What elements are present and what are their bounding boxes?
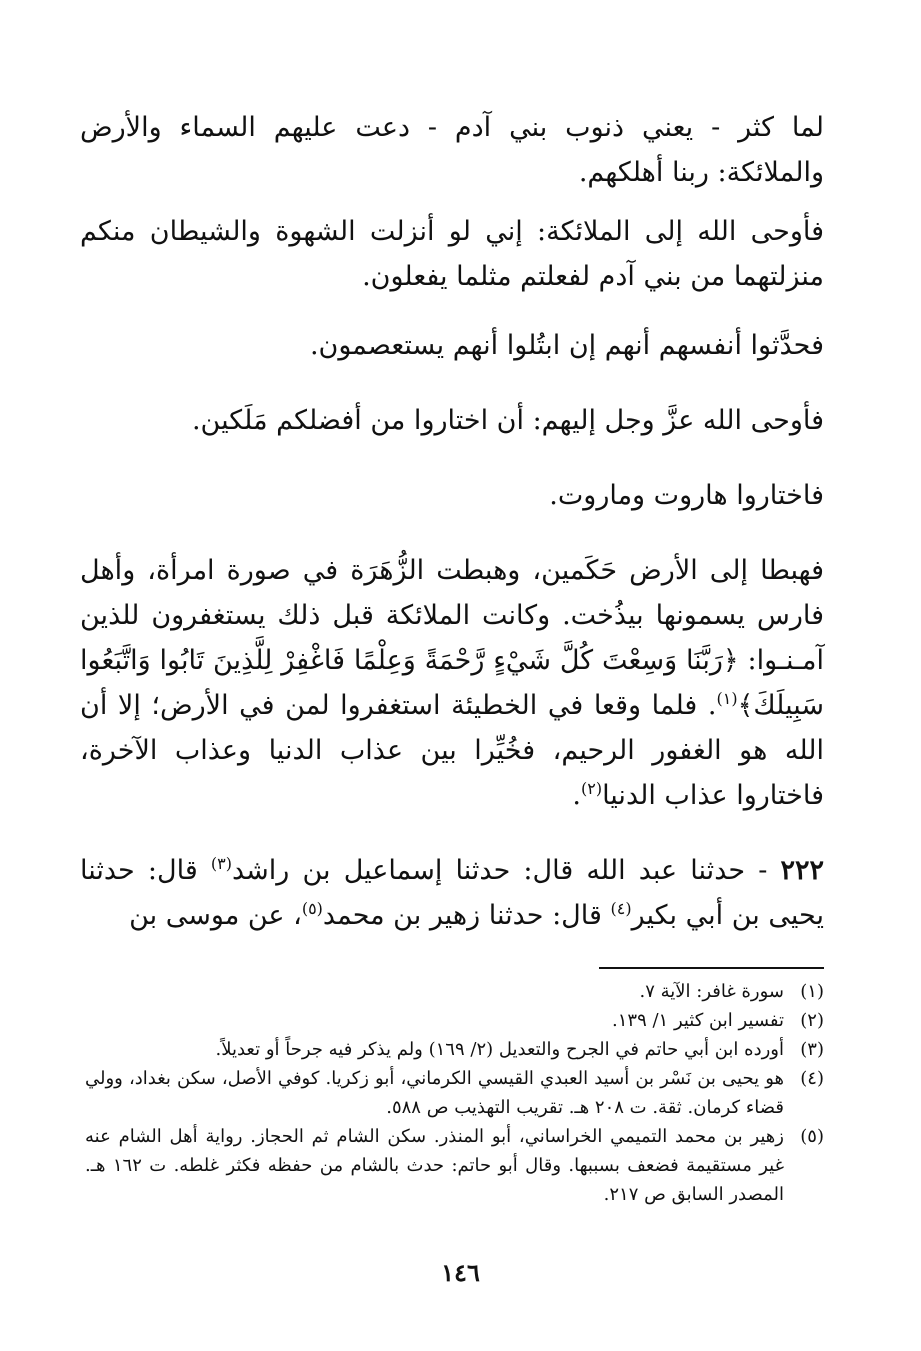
paragraph-4: فأوحى الله عزَّ وجل إليهم: أن اختاروا من أفضلكم مَلَكين. bbox=[191, 405, 824, 436]
footnote-item bbox=[85, 977, 824, 1006]
paragraph-6 bbox=[80, 548, 824, 818]
footnote-item bbox=[85, 1006, 824, 1035]
footnotes bbox=[85, 977, 824, 1209]
paragraph-7-text-d: ، عن موسى بن bbox=[129, 900, 302, 931]
footnote-text: تفسير ابن كثير ١/ ١٣٩. bbox=[612, 1010, 784, 1031]
footnote-number: (١) bbox=[800, 981, 824, 1002]
footnote-divider bbox=[599, 967, 824, 969]
paragraph-3: فحدَّثوا أنفسهم أنهم إن ابتُلوا أنهم يستعصمون. bbox=[309, 330, 824, 361]
footnote-ref-4: (٤) bbox=[610, 899, 632, 918]
footnote-number: (٥) bbox=[800, 1126, 824, 1147]
footnote-ref-5: (٥) bbox=[301, 899, 323, 918]
footnote-number: (٣) bbox=[800, 1039, 824, 1060]
paragraph-7-text-c: قال: حدثنا زهير بن محمد bbox=[322, 900, 611, 931]
footnote-text: زهير بن محمد التميمي الخراساني، أبو المنذر. سكن الشام ثم الحجاز. رواية أهل الشام عنه غير مستقيمة فضعف بسببها. وقال أبو حاتم: حدث بالشام من حفظه فكثر غلطه. ت ١٦٢ هـ. المصدر السابق ص ٢١٧. bbox=[85, 1126, 784, 1205]
paragraph-1: لما كثر - يعني ذنوب بني آدم - دعت عليهم السماء والأرض والملائكة: ربنا أهلكهم. bbox=[80, 112, 824, 188]
footnote-ref-1: (١) bbox=[716, 689, 738, 708]
page-number: ١٤٦ bbox=[441, 1258, 480, 1287]
paragraph-7 bbox=[80, 848, 824, 938]
footnote-item bbox=[85, 1064, 824, 1122]
hadith-number: ٢٢٢ bbox=[780, 855, 824, 886]
footnote-number: (٢) bbox=[800, 1010, 824, 1031]
paragraph-7-text-b: قال: حدثنا يحيى بن أبي بكير bbox=[80, 855, 824, 931]
quran-verse: ﴿رَبَّنَا وَسِعْتَ كُلَّ شَيْءٍ رَّحْمَةً وَعِلْمًا فَاغْفِرْ لِلَّذِينَ تَابُوا وَاتَّبَعُوا سَبِيلَكَ﴾ bbox=[80, 645, 824, 721]
footnote-text: هو يحيى بن نَسْر بن أسيد العبدي القيسي الكرماني، أبو زكريا. كوفي الأصل، سكن بغداد، وولي قضاء كرمان. ثقة. ت ٢٠٨ هـ. تقريب التهذيب ص ٥٨٨. bbox=[85, 1068, 784, 1118]
paragraph-5: فاختاروا هاروت وماروت. bbox=[549, 480, 824, 511]
footnote-ref-2: (٢) bbox=[580, 779, 603, 798]
footnote-text: سورة غافر: الآية ٧. bbox=[639, 981, 784, 1002]
footnote-item bbox=[85, 1035, 824, 1064]
paragraph-6-text-c: . bbox=[572, 780, 581, 811]
main-text bbox=[80, 105, 824, 938]
paragraph-6-text-b: . فلما وقعا في الخطيئة استغفروا لمن في الأرض؛ إلا أن الله هو الغفور الرحيم، فخُيِّرا بين عذاب الدنيا وعذاب الآخرة، فاختاروا عذاب الدنيا bbox=[80, 690, 824, 811]
paragraph-6-text-a: فهبطا إلى الأرض حَكَمين، وهبطت الزُّهَرَة في صورة امرأة، وأهل فارس يسمونها بيذُخت. وكانت الملائكة قبل ذلك يستغفرون للذين آمـنـوا: bbox=[80, 555, 824, 676]
paragraph-7-text-a: - حدثنا عبد الله قال: حدثنا إسماعيل بن راشد bbox=[232, 855, 781, 886]
paragraph-2: فأوحى الله إلى الملائكة: إني لو أنزلت الشهوة والشيطان منكم منزلتهما من بني آدم لفعلتم مثلما يفعلون. bbox=[80, 216, 824, 292]
footnote-ref-3: (٣) bbox=[210, 854, 232, 873]
footnote-number: (٤) bbox=[800, 1068, 824, 1089]
footnote-text: أورده ابن أبي حاتم في الجرح والتعديل (٢/ ١٦٩) ولم يذكر فيه جرحاً أو تعديلاً. bbox=[215, 1039, 784, 1060]
footnote-item bbox=[85, 1122, 824, 1209]
